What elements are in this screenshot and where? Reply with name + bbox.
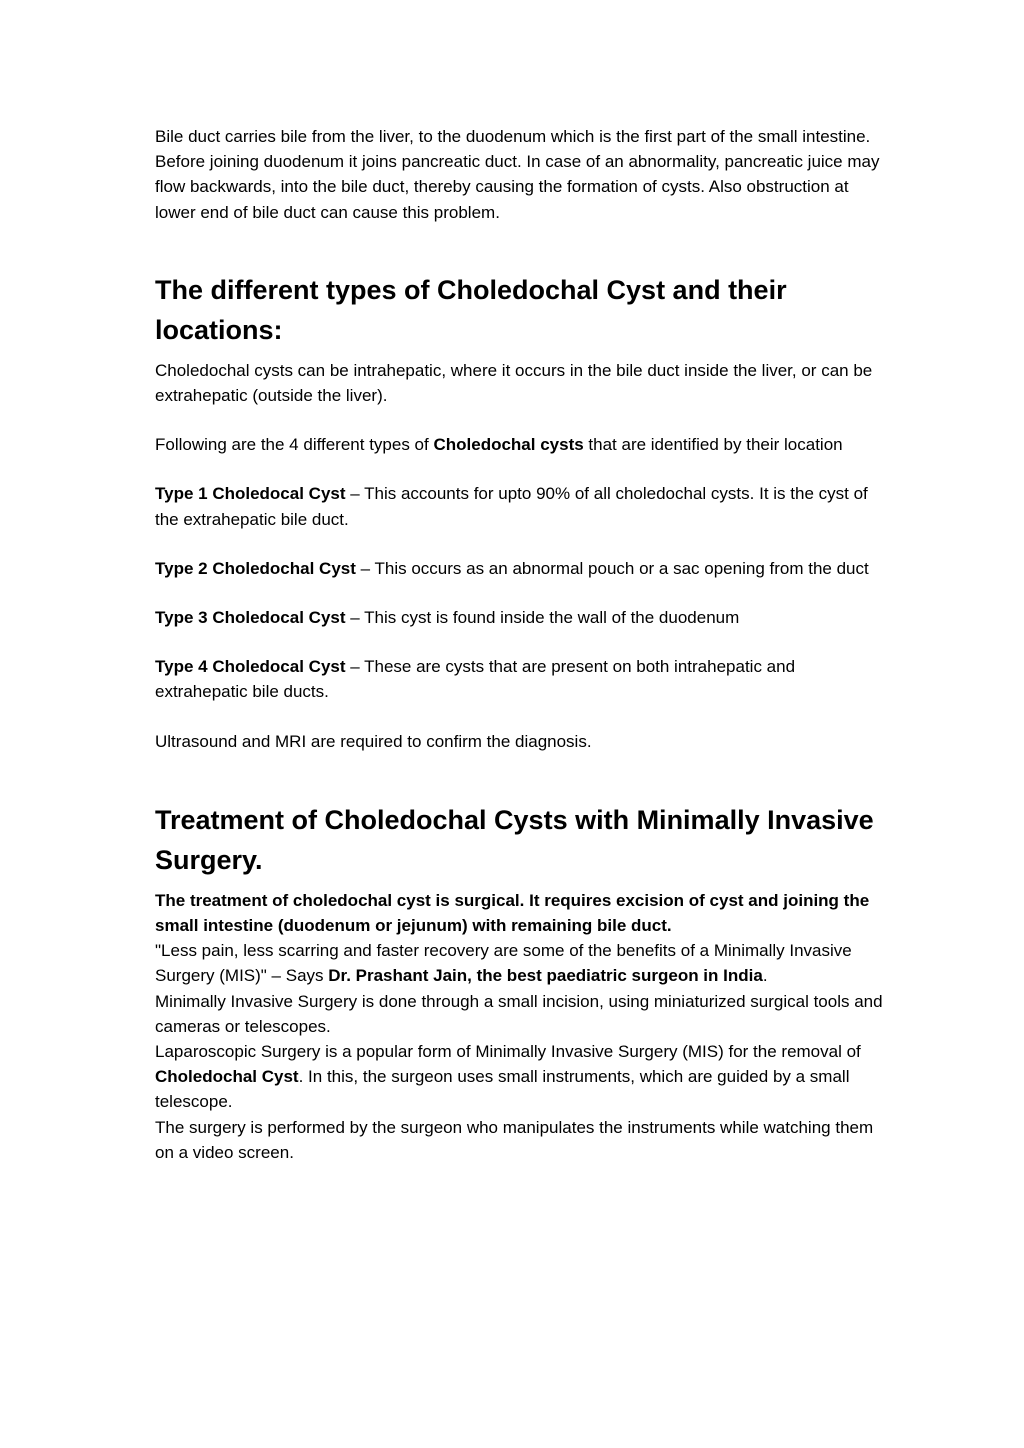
section-heading-treatment: Treatment of Choledochal Cysts with Minimally Invasive Surgery. [155,804,874,875]
type-2-text: – This occurs as an abnormal pouch or a sac opening from the duct [355,558,869,578]
type-3-text: – This cyst is found inside the wall of the duodenum [345,608,740,628]
types-intro-text: Following are the 4 different types of [155,435,434,455]
type-2-label: Type 2 Choledochal Cyst [155,558,356,578]
type-1-text: – This accounts for upto 90% of all choledochal cysts. It is the cyst of the extrahepatic bile duct. [155,484,868,529]
choledochal-cysts-bold: Choledochal cysts [433,435,584,455]
type-1-label: Type 1 Choledocal Cyst [155,484,346,504]
types-intro-paragraph [155,432,885,457]
types-intro-text-end: that are identified by their location [583,435,843,455]
laparoscopic-text-end: . In this, the surgeon uses small instruments, which are guided by a small telescope. [155,1067,850,1112]
type-4-paragraph [155,654,885,704]
type-4-text: – These are cysts that are present on both intrahepatic and extrahepatic bile ducts. [155,657,796,702]
laparoscopic-paragraph [155,1039,885,1115]
diagnosis-paragraph: Ultrasound and MRI are required to confirm the diagnosis. [155,731,592,751]
section-heading-types: The different types of Choledochal Cyst and their locations: [155,274,787,345]
document-page [155,124,885,1165]
quote-end: . [762,966,768,986]
type-1-paragraph [155,481,885,531]
mis-paragraph: Minimally Invasive Surgery is done through a small incision, using miniaturized surgical tools and cameras or telescopes. [155,991,883,1036]
type-3-paragraph [155,605,885,630]
final-paragraph: The surgery is performed by the surgeon who manipulates the instruments while watching them on a video screen. [155,1117,874,1162]
type-2-paragraph [155,556,885,581]
treatment-bold-paragraph [155,888,885,938]
surgeon-name-bold: Dr. Prashant Jain, the best paediatric surgeon in India [328,966,763,986]
quote-text: "Less pain, less scarring and faster recovery are some of the benefits of a Minimally Invasive Surgery (MIS)" – Says [155,941,852,986]
intro-paragraph: Bile duct carries bile from the liver, to the duodenum which is the first part of the small intestine. Before joining duodenum it joins pancreatic duct. In case of an abnormality, pancreatic juice may flow backwards, into the bile duct, thereby causing the formation of cysts. Also obstruction at lower end of bile duct can cause this problem. [155,127,880,222]
quote-paragraph [155,938,885,988]
laparoscopic-text: Laparoscopic Surgery is a popular form of Minimally Invasive Surgery (MIS) for the removal of [155,1042,861,1062]
type-4-label: Type 4 Choledocal Cyst [155,657,346,677]
type-3-label: Type 3 Choledocal Cyst [155,608,346,628]
intrahepatic-paragraph: Choledochal cysts can be intrahepatic, where it occurs in the bile duct inside the liver, or can be extrahepatic (outside the liver). [155,360,873,406]
treatment-bold-text: The treatment of choledochal cyst is surgical. It requires excision of cyst and joining the small intestine (duodenum or jejunum) with remaining bile duct. [155,890,870,936]
choledochal-cyst-bold: Choledochal Cyst [155,1067,299,1087]
